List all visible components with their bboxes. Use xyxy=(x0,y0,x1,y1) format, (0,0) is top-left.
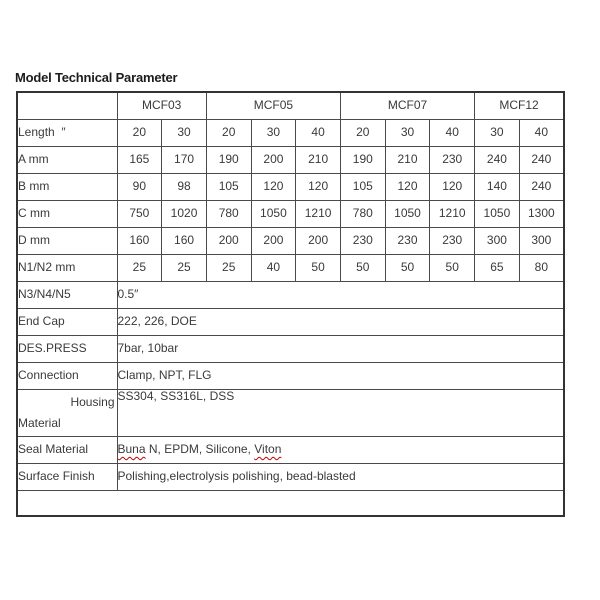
value-cell: 40 xyxy=(251,255,296,282)
value-cell: 230 xyxy=(430,147,475,174)
value-cell: 140 xyxy=(475,174,520,201)
value-cell: 200 xyxy=(251,228,296,255)
value-cell: 20 xyxy=(340,120,385,147)
param-label: Connection xyxy=(17,363,117,390)
row-connection xyxy=(17,363,564,390)
value-cell: 210 xyxy=(385,147,430,174)
value-cell: 210 xyxy=(296,147,341,174)
model-header-mcf05: MCF05 xyxy=(206,92,340,120)
row-d-mm xyxy=(17,228,564,255)
empty-cell xyxy=(17,491,564,517)
value-cell: 40 xyxy=(519,120,564,147)
row-empty xyxy=(17,491,564,517)
value-cell: 40 xyxy=(430,120,475,147)
merged-value-cell xyxy=(117,437,564,464)
value-cell: 65 xyxy=(475,255,520,282)
param-label: N3/N4/N5 xyxy=(17,282,117,309)
value-cell: 40 xyxy=(296,120,341,147)
row-surface-finish xyxy=(17,464,564,491)
value-cell: 190 xyxy=(340,147,385,174)
value-cell: 25 xyxy=(162,255,207,282)
value-cell: 25 xyxy=(206,255,251,282)
param-label: D mm xyxy=(17,228,117,255)
value-cell: 190 xyxy=(206,147,251,174)
value-cell: 20 xyxy=(117,120,162,147)
value-cell: 1050 xyxy=(475,201,520,228)
value-cell: 300 xyxy=(475,228,520,255)
value-cell: 780 xyxy=(206,201,251,228)
merged-value-cell: 0.5″ xyxy=(117,282,564,309)
merged-value-cell: 7bar, 10bar xyxy=(117,336,564,363)
param-label: B mm xyxy=(17,174,117,201)
row-des-press xyxy=(17,336,564,363)
value-cell: 240 xyxy=(519,147,564,174)
value-cell: 90 xyxy=(117,174,162,201)
row-n3-n4-n5 xyxy=(17,282,564,309)
value-cell: 80 xyxy=(519,255,564,282)
value-cell: 50 xyxy=(296,255,341,282)
value-cell: 1210 xyxy=(296,201,341,228)
row-seal-material xyxy=(17,437,564,464)
value-cell: 160 xyxy=(162,228,207,255)
param-label: N1/N2 mm xyxy=(17,255,117,282)
param-label: C mm xyxy=(17,201,117,228)
value-cell: 240 xyxy=(475,147,520,174)
value-cell: 30 xyxy=(251,120,296,147)
value-cell: 200 xyxy=(206,228,251,255)
row-housing-material xyxy=(17,390,564,437)
merged-value-cell: Polishing,electrolysis polishing, bead-blasted xyxy=(117,464,564,491)
value-cell: 160 xyxy=(117,228,162,255)
value-cell: 1210 xyxy=(430,201,475,228)
value-cell: 30 xyxy=(475,120,520,147)
value-cell: 230 xyxy=(340,228,385,255)
value-text: N, EPDM, Silicone, xyxy=(145,442,255,457)
model-header-mcf12: MCF12 xyxy=(475,92,564,120)
value-cell: 200 xyxy=(296,228,341,255)
row-c-mm xyxy=(17,201,564,228)
value-cell: 105 xyxy=(340,174,385,201)
spec-table xyxy=(16,91,565,517)
merged-value-cell: 222, 226, DOE xyxy=(117,309,564,336)
merged-value-cell: Clamp, NPT, FLG xyxy=(117,363,564,390)
row-b-mm xyxy=(17,174,564,201)
housing-label-line2: Material xyxy=(18,415,61,430)
value-cell: 30 xyxy=(162,120,207,147)
row-a-mm xyxy=(17,147,564,174)
value-cell: 50 xyxy=(430,255,475,282)
value-cell: 120 xyxy=(385,174,430,201)
table-header-row xyxy=(17,92,564,120)
value-cell: 120 xyxy=(430,174,475,201)
value-cell: 98 xyxy=(162,174,207,201)
param-label: A mm xyxy=(17,147,117,174)
value-cell: 25 xyxy=(117,255,162,282)
value-cell: 1020 xyxy=(162,201,207,228)
value-cell: 50 xyxy=(340,255,385,282)
value-cell: 230 xyxy=(430,228,475,255)
misspelled-word: Viton xyxy=(254,442,282,457)
value-cell: 300 xyxy=(519,228,564,255)
merged-value-cell: SS304, SS316L, DSS xyxy=(117,390,564,437)
value-cell: 120 xyxy=(251,174,296,201)
value-cell: 230 xyxy=(385,228,430,255)
value-cell: 105 xyxy=(206,174,251,201)
value-cell: 1050 xyxy=(385,201,430,228)
misspelled-word: Buna xyxy=(117,442,146,457)
value-cell: 1300 xyxy=(519,201,564,228)
housing-label-line1: Housing xyxy=(70,395,115,409)
row-n1-n2-mm xyxy=(17,255,564,282)
corner-cell xyxy=(17,92,117,120)
value-cell: 170 xyxy=(162,147,207,174)
row-length xyxy=(17,120,564,147)
param-label: Seal Material xyxy=(17,437,117,464)
value-cell: 50 xyxy=(385,255,430,282)
value-cell: 20 xyxy=(206,120,251,147)
value-cell: 30 xyxy=(385,120,430,147)
value-cell: 780 xyxy=(340,201,385,228)
value-cell: 750 xyxy=(117,201,162,228)
row-end-cap xyxy=(17,309,564,336)
value-cell: 120 xyxy=(296,174,341,201)
value-cell: 240 xyxy=(519,174,564,201)
param-label xyxy=(17,390,117,437)
value-cell: 200 xyxy=(251,147,296,174)
value-cell: 165 xyxy=(117,147,162,174)
param-label: DES.PRESS xyxy=(17,336,117,363)
value-cell: 1050 xyxy=(251,201,296,228)
param-label: Length ″ xyxy=(17,120,117,147)
page-title: Model Technical Parameter xyxy=(15,70,178,85)
model-header-mcf07: MCF07 xyxy=(340,92,474,120)
param-label: End Cap xyxy=(17,309,117,336)
param-label: Surface Finish xyxy=(17,464,117,491)
model-header-mcf03: MCF03 xyxy=(117,92,206,120)
